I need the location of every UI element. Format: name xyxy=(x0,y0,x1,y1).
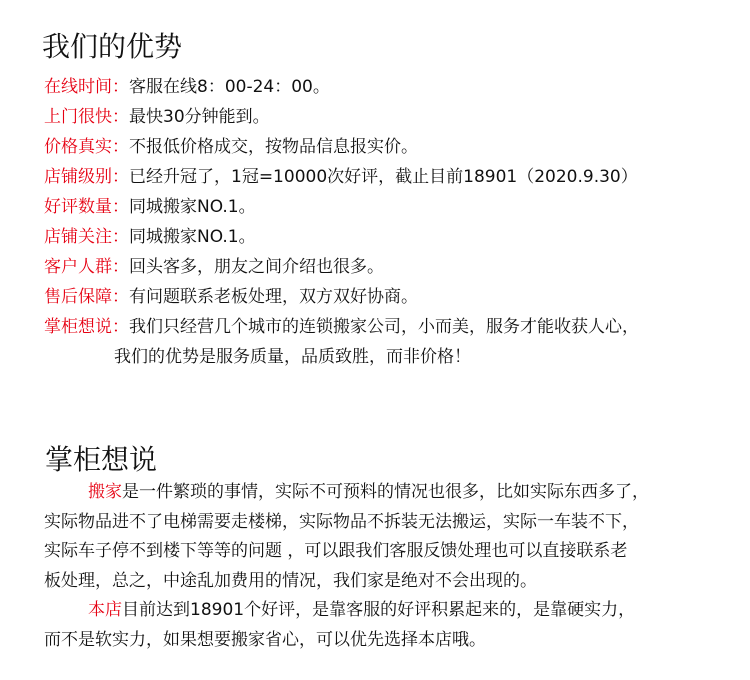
advantage-label: 价格真实： xyxy=(44,137,129,157)
paragraph-1-line: 实际物品进不了电梯需要走楼梯，实际物品不拆装无法搬运，实际一车装不下， xyxy=(44,511,639,532)
paragraph-2-line xyxy=(44,596,750,626)
advantage-label: 上门很快： xyxy=(44,107,129,127)
advantage-label: 店铺级别： xyxy=(44,167,129,187)
advantage-value: 最快30分钟能到。 xyxy=(129,107,270,127)
advantage-value: 客服在线8：00-24：00。 xyxy=(129,77,330,97)
advantage-row-store-level xyxy=(44,162,744,192)
advantage-value: 我们只经营几个城市的连锁搬家公司，小而美，服务才能收获人心， xyxy=(129,317,639,337)
advantage-row-owner-says xyxy=(44,312,744,342)
highlight-this-store: 本店 xyxy=(88,600,122,620)
paragraph-1-line: 实际车子停不到楼下等等的问题 ，可以跟我们客服反馈处理也可以直接联系老 xyxy=(44,541,628,561)
advantage-row-customers xyxy=(44,252,744,282)
advantage-row-fast-arrival xyxy=(44,102,744,132)
advantage-value: 不报低价格成交，按物品信息报实价。 xyxy=(129,137,418,157)
advantages-list xyxy=(44,72,744,372)
paragraph-1-line: 板处理，总之，中途乱加费用的情况，我们家是绝对不会出现的。 xyxy=(44,570,537,591)
advantage-value: 有问题联系老板处理，双方双好协商。 xyxy=(129,287,418,307)
advantage-value: 同城搬家NO.1。 xyxy=(129,197,256,217)
paragraph-text: 目前达到18901个好评，是靠客服的好评积累起来的，是靠硬实力， xyxy=(122,600,636,620)
advantages-title: 我们的优势 xyxy=(42,30,183,63)
advantage-value: 已经升冠了，1冠=10000次好评，截止目前18901（2020.9.30） xyxy=(129,167,638,187)
advantage-label: 店铺关注： xyxy=(44,227,129,247)
advantage-value: 回头客多，朋友之间介绍也很多。 xyxy=(129,257,384,277)
advantage-label: 售后保障： xyxy=(44,287,129,307)
owner-says-body xyxy=(44,478,750,655)
owner-says-title: 掌柜想说 xyxy=(45,443,158,476)
advantage-label: 掌柜想说： xyxy=(44,317,129,337)
paragraph-text: 是一件繁琐的事情，实际不可预料的情况也很多，比如实际东西多了， xyxy=(122,482,649,502)
advantage-row-review-count xyxy=(44,192,744,222)
advantage-value: 同城搬家NO.1。 xyxy=(129,227,256,247)
advantage-row-real-price xyxy=(44,132,744,162)
advantage-label: 在线时间： xyxy=(44,77,129,97)
paragraph-2-line: 而不是软实力，如果想要搬家省心，可以优先选择本店哦。 xyxy=(44,629,486,650)
advantage-row-store-follow xyxy=(44,222,744,252)
advantage-label: 好评数量： xyxy=(44,197,129,217)
highlight-moving: 搬家 xyxy=(88,482,122,502)
advantage-label: 客户人群： xyxy=(44,257,129,277)
advantage-row-online-hours xyxy=(44,72,744,102)
paragraph-1-line xyxy=(44,478,750,508)
advantage-row-after-sales xyxy=(44,282,744,312)
advantage-continuation: 我们的优势是服务质量，品质致胜，而非价格！ xyxy=(114,347,471,367)
